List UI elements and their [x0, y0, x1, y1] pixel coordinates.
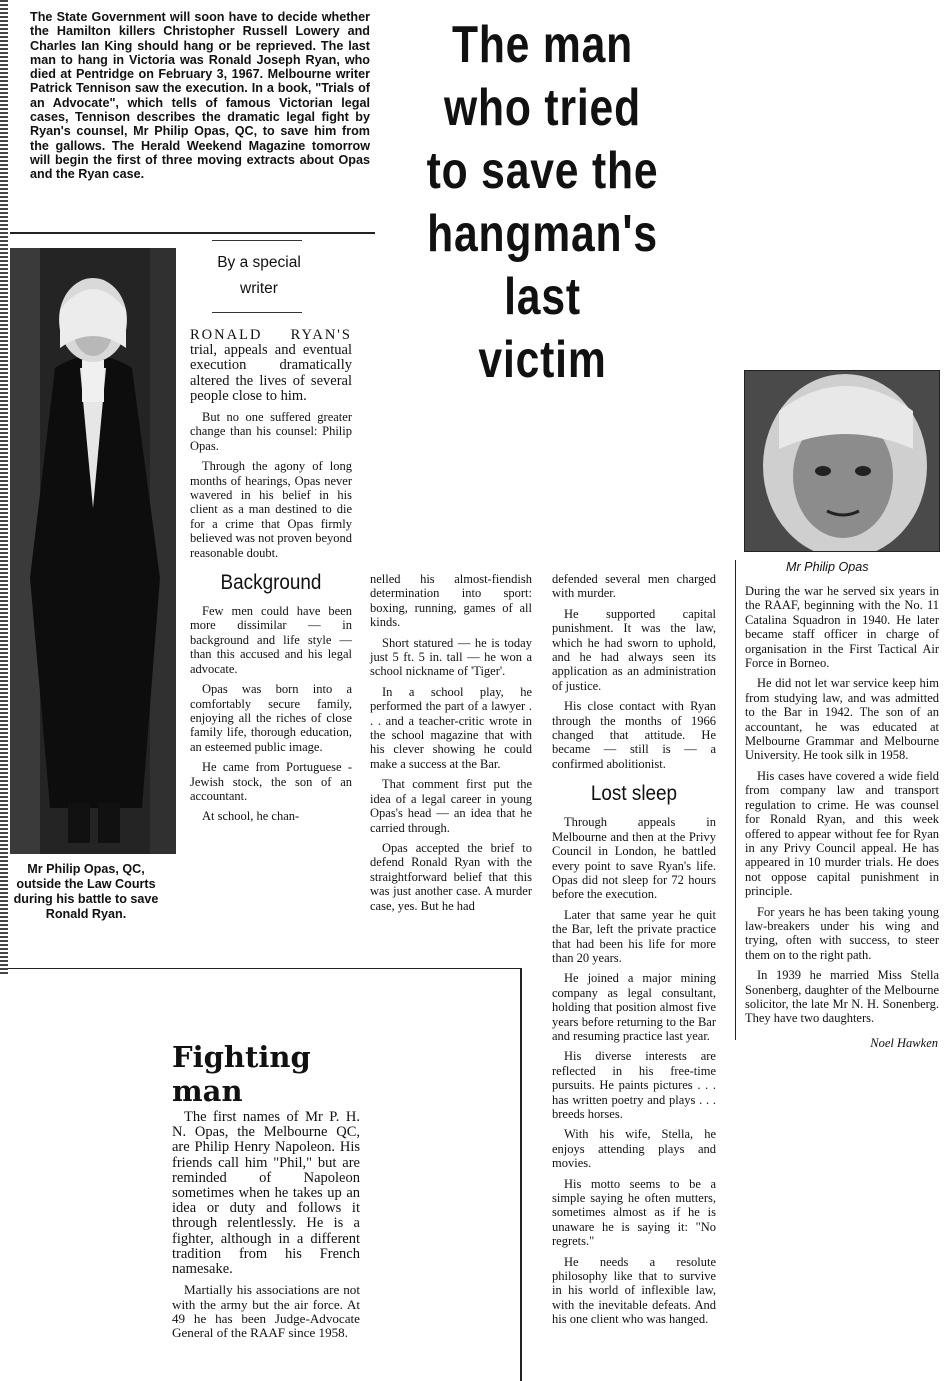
profile-paragraph: His cases have covered a wide field from company law and transport regulation to crime. He was counsel for Ronald Ryan, and this week offered to appear without fee for Ryan in any Privy Council appeal. He has appeared in 10 murder trials. He does not oppose capital punishment in principle.: [745, 768, 939, 899]
article-paragraph: He came from Portuguese - Jewish stock, the son of an accountant.: [190, 760, 352, 803]
fighting-paragraph: Martially his associations are not with the army but the air force. At 49 he has been Judge-Advocate General of the RAAF since 1958.: [172, 1282, 360, 1341]
byline-line: By a special: [217, 254, 301, 271]
fighting-heading-line: Fighting: [172, 1040, 311, 1074]
article-paragraph: Through appeals in Melbourne and then at the Privy Council in London, he battled every point to save Ryan's life. Opas did not sleep for 72 hours before the execution.: [552, 815, 716, 902]
article-paragraph: His close contact with Ryan through the months of 1966 changed that attitude. He became — still is — a confirmed abolitionist.: [552, 699, 716, 771]
headline-line: last: [504, 268, 581, 326]
article-paragraph: With his wife, Stella, he enjoys attending plays and movies.: [552, 1127, 716, 1171]
lead-text: trial, appeals and eventual execution dramatically altered the lives of several people close to him.: [190, 342, 352, 404]
intro-divider: [10, 232, 375, 234]
byline-rule-bottom: [212, 312, 302, 313]
fighting-paragraph: The first names of Mr P. H. N. Opas, the Melbourne QC, are Philip Henry Napoleon. His friends call him "Phil," but are reminded of Napoleon sometimes when he takes up an idea or duty and follows it through relentlessly. He is a fighter, although in a different tradition from his French namesake.: [172, 1109, 360, 1278]
article-paragraph: Short statured — he is today just 5 ft. 5 in. tall — he won a school nickname of 'Tiger'.: [370, 635, 532, 679]
subhead-background: Background: [220, 571, 322, 595]
headline-line: who tried: [444, 79, 641, 137]
headline-line: hangman's: [427, 205, 658, 263]
headline: [413, 14, 671, 392]
article-paragraph: He supported capital punishment. It was the law, which he had sworn to uphold, and he had always seen its application as an administration of justice.: [552, 606, 716, 693]
barrister-figure-illustration: [10, 248, 176, 854]
headline-line: The man: [451, 16, 634, 74]
opas-portrait-photo: [744, 370, 940, 552]
column-rule-right: [735, 560, 736, 1040]
article-paragraph: That comment first put the idea of a legal career in young Opas's head — an idea that he carried through.: [370, 777, 532, 835]
profile-paragraph: He did not let war service keep him from studying law, and was admitted to the Bar in 1942. The son of an accountant, he was educated at Melbourne Grammar and Melbourne University. He took silk in 1958.: [745, 676, 939, 763]
article-paragraph: He joined a major mining company as legal consultant, holding that position almost five years before returning to the Bar and resuming practice last year.: [552, 971, 716, 1043]
subhead-lost-sleep: Lost sleep: [590, 782, 678, 806]
article-paragraph: Opas was born into a comfortably secure family, enjoying all the riches of close family life, thorough education, an esteemed public image.: [190, 682, 352, 754]
byline-line: writer: [240, 280, 278, 297]
article-paragraph: At school, he chan-: [202, 809, 300, 824]
fighting-man-body: [172, 1110, 360, 1347]
left-photo-caption: Mr Philip Opas, QC, outside the Law Courts during his battle to save Ronald Ryan.: [13, 862, 159, 921]
byline: [200, 250, 318, 302]
lead-caps: RONALD RYAN'S: [190, 327, 352, 343]
article-paragraph: Opas accepted the brief to defend Ronald Ryan with the straightforward belief that this was just another case. A murder case, yes. But he had: [370, 840, 532, 913]
article-paragraph: defended several men charged with murder.: [552, 572, 716, 601]
article-paragraph: In a school play, he performed the part of a lawyer . . . and a teacher-critic wrote in the school magazine that with his clever showing he could make a success at the Bar.: [370, 684, 532, 771]
left-page-edge: [0, 0, 8, 975]
author-signoff: Noel Hawken: [870, 1036, 938, 1050]
fighting-man-heading: [172, 1040, 352, 1108]
article-paragraph: His diverse interests are reflected in his free-time pursuits. He paints pictures . . . has written poetry and plays . . . breeds horses.: [552, 1049, 716, 1121]
article-paragraph: He needs a resolute philosophy like that to survive in his world of inflexible law, with the inevitable defeats. And his one client who was hanged.: [552, 1254, 716, 1327]
fighting-box-rule-right: [520, 968, 522, 1381]
opas-standing-photo: [10, 248, 176, 854]
article-paragraph: Few men could have been more dissimilar — in background and life style — than this accused and his legal advocate.: [190, 604, 352, 676]
wig-portrait-illustration: [745, 371, 939, 551]
article-column-3: [552, 572, 716, 1333]
profile-paragraph: During the war he served six years in the RAAF, beginning with the No. 11 Catalina Squadron in 1940. He later became staff officer in charge of organisation in the First Tactical Air Force in Borneo.: [745, 584, 939, 671]
fighting-box-rule-top: [8, 968, 522, 969]
article-paragraph: Later that same year he quit the Bar, left the private practice that had been his life for more than 20 years.: [552, 907, 716, 965]
byline-rule-top: [212, 240, 302, 241]
profile-paragraph: In 1939 he married Miss Stella Sonenberg, daughter of the Melbourne solicitor, the late Mr N. H. Sonenberg. They have two daughters.: [745, 968, 939, 1026]
article-paragraph: nelled his almost-fiendish determination into sport: boxing, running, games of all kinds.: [370, 572, 532, 630]
article-paragraph: But no one suffered greater change than his counsel: Philip Opas.: [190, 410, 352, 453]
fighting-heading-line: man: [172, 1074, 243, 1108]
intro-standfirst: The State Government will soon have to decide whether the Hamilton killers Christopher Russell Lowery and Charles Ian King should hang or be reprieved. The last man to hang in Victoria was Ronald Joseph Ryan, who died at Pentridge on February 3, 1967. Melbourne writer Patrick Tennison saw the execution. In a book, "Trials of an Advocate", which tells of famous Victorian legal cases, Tennison describes the dramatic legal fight by Ryan's counsel, Mr Philip Opas, QC, to save him from the gallows. The Herald Weekend Magazine tomorrow will begin the first of three moving extracts about Opas and the Ryan case.: [30, 10, 370, 182]
headline-line: victim: [478, 331, 607, 389]
article-paragraph: Through the agony of long months of hearings, Opas never wavered in his belief in his client as a man destined to die for a crime that Opas firmly believed was not proven beyond reasonable doubt.: [190, 459, 352, 560]
article-paragraph: His motto seems to be a simple saying he often mutters, sometimes almost as if he is unaware he is saying it: "No regrets.": [552, 1176, 716, 1249]
profile-column: [745, 584, 939, 1032]
right-photo-caption: Mr Philip Opas: [786, 560, 869, 574]
article-lead-paragraph: [190, 328, 352, 404]
headline-line: to save the: [426, 142, 659, 200]
profile-paragraph: For years he has been taking young law-breakers under his wing and trying, often with success, to steer them on to the right path.: [745, 904, 939, 962]
article-column-2: [370, 572, 532, 919]
article-column-1: [190, 328, 352, 830]
